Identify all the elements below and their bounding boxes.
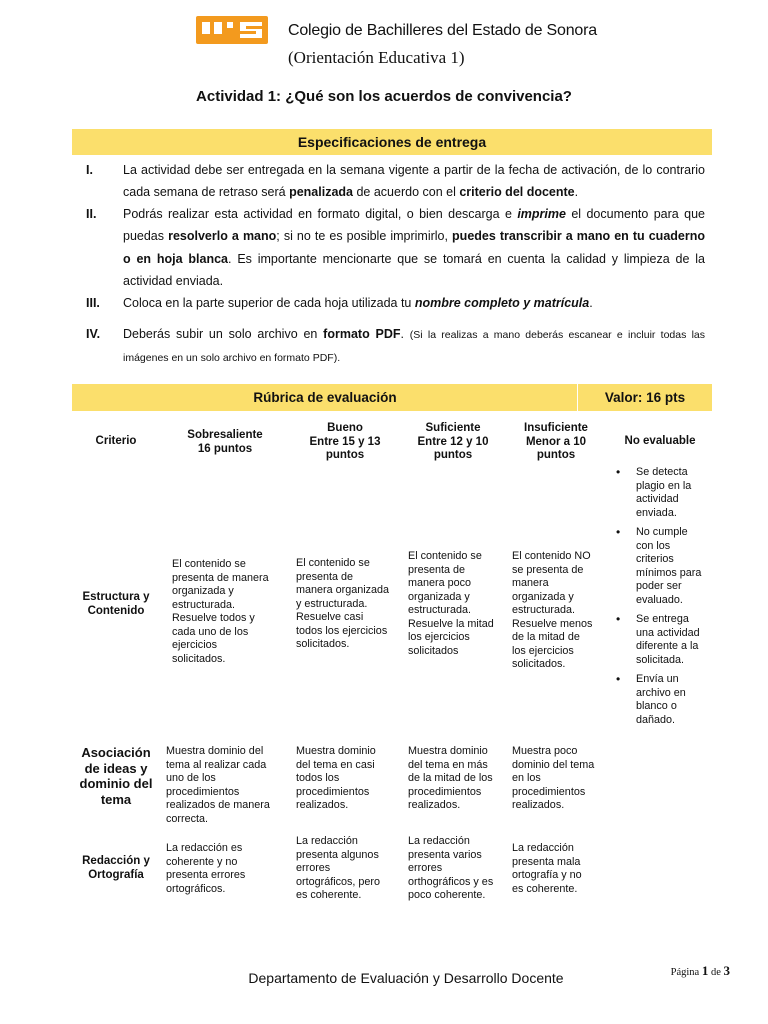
rubric-cell: Muestra dominio del tema en más de la mitad de los procedimientos realizados. (408, 745, 493, 811)
spec-text: Coloca en la parte superior de cada hoja utilizada tu nombre completo y matrícula. (123, 296, 593, 310)
page-total: 3 (723, 963, 730, 978)
rubric-cell: El contenido se presenta de manera poco organizada y estructurada. Resuelve la mitad los ejercicios solicitados (408, 550, 494, 657)
no-evaluable-list (612, 466, 712, 733)
cobach-logo (196, 16, 268, 44)
rubric-cell: La redacción presenta algunos errores ortográficos, pero es coherente. (296, 835, 381, 901)
header-sobresaliente: Sobresaliente 16 puntos (187, 429, 263, 455)
rubric-value: Valor: 16 pts (604, 390, 686, 405)
page-current: 1 (701, 963, 709, 978)
rubric-cell: La redacción presenta mala ortografía y no es coherente. (512, 842, 582, 895)
page-word: Página (670, 967, 700, 978)
specs-heading: Especificaciones de entrega (72, 129, 712, 155)
spec-number: II. (86, 207, 97, 221)
criterion-label: Asociación de ideas y dominio del tema (79, 745, 153, 807)
header-insuficiente: Insuficiente Menor a 10 puntos (524, 422, 588, 461)
criterion-label: Estructura y Contenido (82, 591, 150, 617)
rubric-cell: La redacción es coherente y no presenta errores ortográficos. (166, 842, 246, 895)
rubric-cell: El contenido NO se presenta de manera organizada y estructurada. Resuelve menos de la mitad de los ejercicios solicitados. (512, 550, 593, 670)
activity-title: Actividad 1: ¿Qué son los acuerdos de convivencia? (196, 88, 572, 105)
rubric-cell: La redacción presenta varios errores orthográficos y es poco coherente. (408, 835, 494, 901)
subject-name: (Orientación Educativa 1) (288, 48, 465, 67)
spec-number: III. (86, 296, 100, 310)
criterion-label: Redacción y Ortografía (82, 855, 150, 881)
header-bueno: Bueno Entre 15 y 13 puntos (309, 422, 381, 461)
rubric-cell: Muestra poco dominio del tema en los procedimientos realizados. (512, 745, 595, 811)
page-number (671, 963, 730, 979)
rubric-cell: Muestra dominio del tema al realizar cada uno de los procedimientos realizados de manera correcta. (166, 745, 270, 825)
spec-number: IV. (86, 327, 101, 341)
rubric-title: Rúbrica de evaluación (253, 390, 397, 405)
footer-department: Departamento de Evaluación y Desarrollo Docente (248, 970, 564, 986)
header-criterio: Criterio (95, 435, 137, 447)
rubric-cell: Muestra dominio del tema en casi todos los procedimientos realizados. (296, 745, 376, 811)
list-item: • Se entrega una actividad diferente a la solicitada. (612, 613, 712, 667)
header-suficiente: Suficiente Entre 12 y 10 puntos (417, 422, 489, 461)
spec-text: La actividad debe ser entregada en la semana vigente a partir de la fecha de activación, de lo contrario cada semana de retraso será penalizada de acuerdo con el criterio del docente. (123, 163, 705, 200)
list-item: • No cumple con los criterios mínimos para poder ser evaluado. (612, 526, 712, 607)
page-of: de (710, 967, 721, 978)
list-item: • Se detecta plagio en la actividad enviada. (612, 466, 712, 520)
spec-number: I. (86, 163, 93, 177)
rubric-cell: El contenido se presenta de manera organizada y estructurada. Resuelve casi todos los ejercicios solicitados. (296, 557, 390, 650)
spec-text: Podrás realizar esta actividad en formato digital, o bien descarga e imprime el documento para que puedas resolverlo a mano; si no te es posible imprimirlo, puedes transcribir a mano en tu cuaderno o en hoja blanca. Es importante mencionarte que se tomará en cuenta la calidad y limpieza de la actividad enviada. (123, 207, 706, 289)
header-no-evaluable: No evaluable (624, 435, 696, 447)
institution-name: Colegio de Bachilleres del Estado de Sonora (288, 22, 597, 39)
rubric-cell: El contenido se presenta de manera organizada y estructurada. Resuelve todos y cada uno de los ejercicios solicitados. (172, 558, 269, 665)
list-item: • Envía un archivo en blanco o dañado. (612, 673, 712, 727)
spec-text: Deberás subir un solo archivo en formato PDF. (Si la realizas a mano deberás escanear e incluir todas las imágenes en un solo archivo en formato PDF). (123, 327, 706, 365)
